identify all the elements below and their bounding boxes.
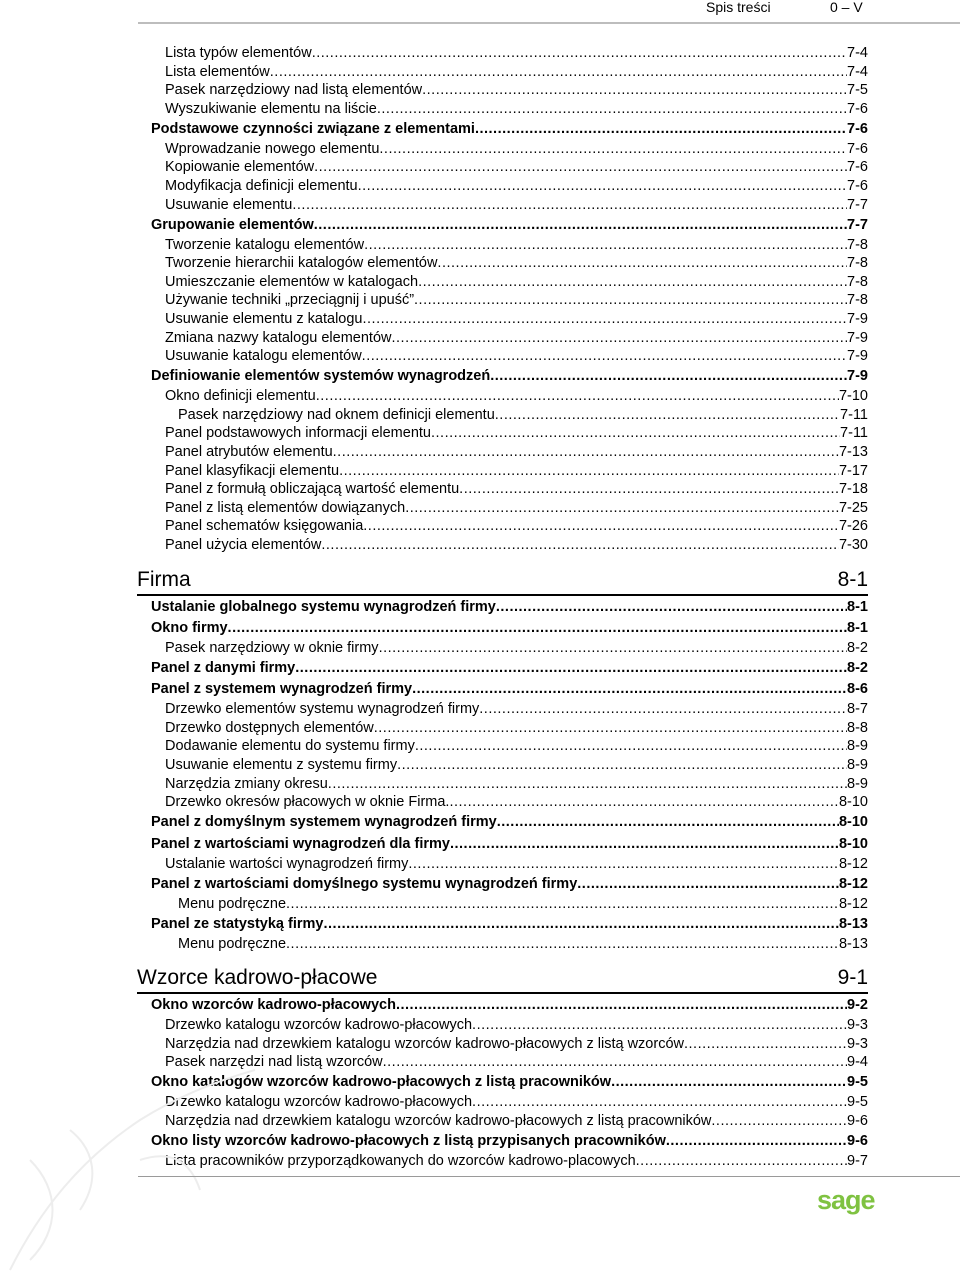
- toc-entry[interactable]: [151, 875, 868, 893]
- dot-leader: [495, 406, 840, 424]
- dot-leader: [363, 517, 839, 535]
- toc-entry-page: 9-3: [847, 1035, 868, 1052]
- toc-entry-title: Narzędzia nad drzewkiem katalogu wzorców kadrowo-płacowych z listą pracowników: [165, 1112, 712, 1129]
- dot-leader: [316, 387, 839, 405]
- dot-leader: [611, 1073, 847, 1091]
- toc-entry[interactable]: [165, 536, 868, 554]
- toc-entry-title: Definiowanie elementów systemów wynagrodzeń: [151, 368, 491, 385]
- toc-entry-title: Panel użycia elementów: [165, 537, 322, 553]
- toc-entry-page: 7-9: [847, 368, 868, 385]
- dot-leader: [459, 480, 839, 498]
- dot-leader: [323, 915, 838, 933]
- toc-entry-title: Drzewko elementów systemu wynagrodzeń firmy: [165, 701, 480, 718]
- toc-entry-page: 7-8: [847, 255, 868, 272]
- toc-entry[interactable]: [165, 1093, 868, 1111]
- toc-entry-title: Wprowadzanie nowego elementu: [165, 140, 380, 157]
- toc-entry-page: 7-9: [847, 348, 868, 365]
- page-header: [0, 0, 960, 26]
- toc-entry-title: Panel klasyfikacji elementu: [165, 462, 340, 479]
- toc-entry[interactable]: [165, 424, 868, 442]
- toc-entry[interactable]: [165, 236, 868, 254]
- dot-leader: [377, 100, 847, 118]
- toc-entry-page: 8-2: [847, 660, 868, 676]
- dot-leader: [314, 158, 847, 176]
- toc-entry-title: Lista elementów: [165, 63, 270, 80]
- toc-entry[interactable]: [165, 329, 868, 347]
- dot-leader: [472, 1016, 847, 1034]
- toc-entry-title: Używanie techniki „przeciągnij i upuść”: [165, 292, 415, 309]
- dot-leader: [364, 236, 847, 254]
- toc-entry-title: Panel z formułą obliczającą wartość elementu: [165, 481, 460, 498]
- toc-entry-title: Okno definicji elementu: [165, 388, 316, 405]
- toc-entry-title: Kopiowanie elementów: [165, 159, 315, 176]
- toc-entry-title: Panel z danymi firmy: [151, 660, 296, 676]
- toc-entry-title: Panel ze statystyką firmy: [151, 915, 324, 932]
- dot-leader: [415, 737, 847, 755]
- toc-entry-page: 7-4: [847, 63, 868, 80]
- dot-leader: [449, 793, 839, 811]
- toc-entry-title: Ustalanie globalnego systemu wynagrodzeń firmy: [151, 598, 496, 615]
- toc-entry[interactable]: [165, 196, 868, 214]
- toc-entry-page: 8-12: [838, 895, 868, 912]
- toc-entry[interactable]: [165, 700, 868, 718]
- toc-entry-page: 7-8: [847, 292, 868, 309]
- toc-entry[interactable]: [165, 347, 868, 365]
- dot-leader: [391, 329, 847, 347]
- toc-entry[interactable]: [151, 598, 868, 616]
- toc-entry-title: Usuwanie katalogu elementów: [165, 348, 362, 365]
- toc-entry-page: 7-8: [847, 236, 868, 253]
- toc-entry[interactable]: [165, 756, 868, 774]
- sage-logo-text: sage: [817, 1185, 875, 1215]
- toc-entry-page: 7-17: [838, 462, 868, 479]
- toc-entry[interactable]: [165, 100, 868, 118]
- toc-entry-page: 8-7: [847, 701, 868, 718]
- toc-chapter-heading[interactable]: [137, 565, 868, 593]
- toc-entry-page: 9-6: [847, 1133, 868, 1149]
- toc-entry-title: Drzewko okresów płacowych w oknie Firma.: [165, 794, 450, 811]
- toc-entry-title: Drzewko katalogu wzorców kadrowo-płacowych: [165, 1017, 473, 1033]
- header-section-title: Spis treści: [706, 0, 771, 15]
- dot-leader: [414, 291, 847, 309]
- dot-leader: [396, 996, 847, 1014]
- dot-leader: [379, 639, 847, 657]
- toc-entry-title: Usuwanie elementu z systemu firmy: [165, 757, 398, 773]
- toc-entry-page: 7-18: [838, 481, 868, 498]
- dot-leader: [408, 855, 839, 873]
- toc-entry-title: Pasek narzędziowy w oknie firmy: [165, 639, 379, 656]
- toc-entry-page: 8-12: [838, 875, 868, 892]
- toc-entry-title: Wyszukiwanie elementu na liście: [165, 100, 377, 117]
- toc-entry-title: Panel z wartościami domyślnego systemu wynagrodzeń firmy: [151, 875, 578, 892]
- toc-entry-page: 8-13: [838, 935, 868, 952]
- dot-leader: [286, 935, 839, 953]
- dot-leader: [321, 536, 839, 554]
- toc-entry-page: 7-7: [847, 196, 868, 213]
- toc-entry-title: Drzewko katalogu wzorców kadrowo-płacowych: [165, 1094, 473, 1111]
- toc-entry[interactable]: [165, 1035, 868, 1053]
- toc-entry-title: Lista typów elementów: [165, 45, 312, 61]
- footer-divider: [138, 1176, 960, 1177]
- toc-entry-page: 8-8: [847, 719, 868, 736]
- toc-chapter-heading[interactable]: [137, 963, 868, 991]
- toc-entry[interactable]: [151, 915, 868, 933]
- sage-logo: [817, 1185, 875, 1215]
- dot-leader: [496, 598, 847, 616]
- toc-entry-page: 9-7: [847, 1152, 868, 1169]
- chapter-divider: [137, 594, 868, 596]
- toc-entry-title: Okno wzorców kadrowo-płacowych: [151, 997, 396, 1014]
- toc-entry-title: Modyfikacja definicji elementu: [165, 178, 358, 194]
- toc-entry[interactable]: [151, 367, 868, 385]
- toc-entry-title: Panel z wartościami wynagrodzeń dla firmy: [151, 835, 450, 852]
- toc-entry-page: 8-6: [847, 681, 868, 698]
- header-page-number: 0 – V: [830, 0, 863, 15]
- dot-leader: [362, 347, 847, 365]
- toc-entry-page: 8-1: [847, 620, 868, 636]
- chapter-divider: [137, 992, 868, 994]
- toc-entry-page: 8-10: [838, 814, 868, 831]
- toc-entry-page: 7-7: [847, 216, 868, 233]
- toc-entry-title: Panel atrybutów elementu: [165, 444, 333, 460]
- toc-entry[interactable]: [178, 935, 868, 953]
- dot-leader: [383, 1053, 847, 1071]
- toc-entry-page: 8-2: [847, 639, 868, 656]
- toc-entry-title: Drzewko dostępnych elementów: [165, 719, 374, 736]
- toc-entry-page: 7-4: [847, 45, 868, 61]
- toc-entry-title: Pasek narzędzi nad listą wzorców: [165, 1054, 383, 1071]
- toc-chapter-title: Firma: [137, 567, 191, 591]
- toc-entry[interactable]: [165, 639, 868, 657]
- dot-leader: [431, 424, 840, 442]
- dot-leader: [437, 254, 847, 272]
- toc-entry[interactable]: [165, 462, 868, 480]
- dot-leader: [228, 619, 847, 637]
- toc-entry[interactable]: [165, 517, 868, 535]
- toc-entry-title: Umieszczanie elementów w katalogach: [165, 273, 419, 290]
- toc-entry[interactable]: [165, 291, 868, 309]
- toc-entry-page: 7-6: [847, 178, 868, 194]
- toc-entry[interactable]: [165, 480, 868, 498]
- toc-entry[interactable]: [178, 895, 868, 913]
- toc-entry-page: 9-5: [847, 1094, 868, 1111]
- dot-leader: [362, 310, 847, 328]
- leaf-watermark-icon: [0, 1040, 260, 1276]
- toc-entry-page: 7-26: [838, 518, 868, 535]
- toc-entry-page: 7-6: [847, 140, 868, 157]
- toc-entry-page: 7-6: [847, 121, 868, 137]
- toc-entry-title: Pasek narzędziowy nad listą elementów: [165, 82, 423, 99]
- dot-leader: [472, 1093, 847, 1111]
- toc-entry[interactable]: [165, 140, 868, 158]
- dot-leader: [711, 1112, 847, 1130]
- toc-entry-title: Zmiana nazwy katalogu elementów: [165, 329, 392, 346]
- toc-entry-page: 8-1: [847, 598, 868, 615]
- toc-entry[interactable]: [165, 719, 868, 737]
- toc-chapter-page: 8-1: [837, 567, 868, 591]
- dot-leader: [328, 775, 847, 793]
- toc-entry-page: 7-25: [838, 499, 868, 516]
- toc-entry-title: Okno firmy: [151, 620, 228, 636]
- dot-leader: [479, 700, 847, 718]
- toc-entry[interactable]: [178, 406, 868, 424]
- dot-leader: [295, 659, 847, 677]
- toc-entry[interactable]: [165, 1152, 868, 1170]
- dot-leader: [397, 756, 847, 774]
- toc-entry-title: Ustalanie wartości wynagrodzeń firmy: [165, 855, 409, 872]
- toc-entry-page: 8-12: [838, 855, 868, 872]
- toc-entry[interactable]: [165, 855, 868, 873]
- toc-entry-page: 9-2: [847, 997, 868, 1014]
- dot-leader: [412, 680, 847, 698]
- toc-entry-title: Narzędzia zmiany okresu: [165, 775, 328, 792]
- toc-entry-title: Panel schematów księgowania: [165, 518, 364, 535]
- toc-entry-title: Pasek narzędziowy nad oknem definicji elementu: [178, 406, 495, 423]
- toc-entry-title: Menu podręczne: [178, 895, 287, 912]
- toc-entry-title: Okno listy wzorców kadrowo-płacowych z listą przypisanych pracowników: [151, 1133, 666, 1149]
- toc-entry[interactable]: [151, 813, 868, 831]
- toc-entry-page: 8-10: [838, 794, 868, 811]
- toc-entry-title: Okno katalogów wzorców kadrowo-płacowych z listą pracowników: [151, 1074, 612, 1091]
- toc-entry[interactable]: [151, 619, 868, 637]
- toc-entry[interactable]: [151, 996, 868, 1014]
- dot-leader: [339, 462, 839, 480]
- toc-entry[interactable]: [165, 775, 868, 793]
- dot-leader: [418, 273, 847, 291]
- toc-entry[interactable]: [165, 1016, 868, 1034]
- toc-entry[interactable]: [165, 499, 868, 517]
- toc-chapter-title: Wzorce kadrowo-płacowe: [137, 966, 378, 990]
- dot-leader: [270, 63, 847, 81]
- toc-entry-page: 8-9: [847, 775, 868, 792]
- header-divider: [138, 22, 960, 24]
- toc-entry-page: 7-9: [847, 311, 868, 327]
- toc-entry-title: Dodawanie elementu do systemu firmy: [165, 738, 415, 755]
- dot-leader: [379, 140, 847, 158]
- dot-leader: [422, 81, 847, 99]
- toc-entry[interactable]: [165, 254, 868, 272]
- toc-entry-page: 7-6: [847, 159, 868, 176]
- toc-entry-title: Panel podstawowych informacji elementu: [165, 425, 431, 442]
- dot-leader: [312, 44, 847, 62]
- toc-entry-title: Podstawowe czynności związane z elementami: [151, 121, 475, 137]
- toc-entry-page: 7-11: [840, 425, 868, 442]
- toc-entry-title: Panel z listą elementów dowiązanych: [165, 499, 406, 516]
- toc-entry-page: 8-9: [847, 738, 868, 755]
- dot-leader: [490, 367, 847, 385]
- toc-entry-title: Lista pracowników przyporządkowanych do wzorców kadrowo-placowych: [165, 1152, 636, 1169]
- dot-leader: [636, 1152, 847, 1170]
- toc-entry-page: 7-9: [847, 329, 868, 346]
- dot-leader: [286, 895, 839, 913]
- toc-entry-page: 7-30: [838, 537, 868, 553]
- toc-entry[interactable]: [165, 44, 868, 62]
- toc-entry-page: 9-4: [847, 1054, 868, 1071]
- toc-entry-page: 9-6: [847, 1112, 868, 1129]
- toc-entry-page: 7-10: [838, 388, 868, 405]
- dot-leader: [333, 443, 839, 461]
- dot-leader: [475, 120, 847, 138]
- toc-entry-page: 8-13: [838, 915, 868, 932]
- toc-entry[interactable]: [151, 680, 868, 698]
- dot-leader: [577, 875, 839, 893]
- dot-leader: [374, 719, 847, 737]
- toc-entry[interactable]: [165, 310, 868, 328]
- toc-entry[interactable]: [165, 1112, 868, 1130]
- toc-entry-title: Menu podręczne: [178, 935, 287, 952]
- dot-leader: [497, 813, 839, 831]
- toc-entry-title: Narzędzia nad drzewkiem katalogu wzorców kadrowo-płacowych z listą wzorców: [165, 1035, 684, 1052]
- toc-entry-title: Usuwanie elementu z katalogu: [165, 311, 363, 327]
- toc-entry-page: 7-6: [847, 100, 868, 117]
- toc-entry[interactable]: [165, 793, 868, 811]
- toc-entry-page: 7-8: [847, 273, 868, 290]
- toc-entry[interactable]: [151, 835, 868, 853]
- toc-chapter-page: 9-1: [837, 966, 868, 990]
- dot-leader: [684, 1035, 847, 1053]
- toc-entry[interactable]: [165, 387, 868, 405]
- toc-entry[interactable]: [165, 158, 868, 176]
- toc-entry[interactable]: [165, 81, 868, 99]
- toc-entry[interactable]: [165, 177, 868, 195]
- toc-entry-page: 7-5: [847, 82, 868, 99]
- toc-entry[interactable]: [151, 659, 868, 677]
- dot-leader: [358, 177, 847, 195]
- toc-entry[interactable]: [151, 120, 868, 138]
- toc-entry[interactable]: [165, 737, 868, 755]
- toc-entry[interactable]: [151, 216, 868, 234]
- dot-leader: [314, 216, 847, 234]
- toc-entry-page: 9-3: [847, 1017, 868, 1033]
- toc-entry-title: Panel z systemem wynagrodzeń firmy: [151, 681, 413, 698]
- toc-entry-page: 7-13: [838, 444, 868, 460]
- toc-entry[interactable]: [165, 443, 868, 461]
- toc-entry[interactable]: [165, 273, 868, 291]
- dot-leader: [666, 1132, 847, 1150]
- toc-entry-page: 9-5: [847, 1074, 868, 1091]
- toc-entry-page: 7-11: [840, 406, 868, 423]
- toc-entry-title: Panel z domyślnym systemem wynagrodzeń firmy: [151, 814, 497, 831]
- toc-entry[interactable]: [165, 63, 868, 81]
- toc-entry-title: Tworzenie hierarchii katalogów elementów: [165, 255, 438, 272]
- toc-entry-title: Tworzenie katalogu elementów: [165, 236, 365, 253]
- toc-entry-page: 8-10: [838, 835, 868, 852]
- toc-entry[interactable]: [165, 1053, 868, 1071]
- dot-leader: [292, 196, 847, 214]
- toc-entry-page: 8-9: [847, 757, 868, 773]
- toc-entry-title: Grupowanie elementów: [151, 216, 314, 233]
- toc-entry-title: Usuwanie elementu: [165, 196, 293, 213]
- dot-leader: [405, 499, 839, 517]
- dot-leader: [450, 835, 839, 853]
